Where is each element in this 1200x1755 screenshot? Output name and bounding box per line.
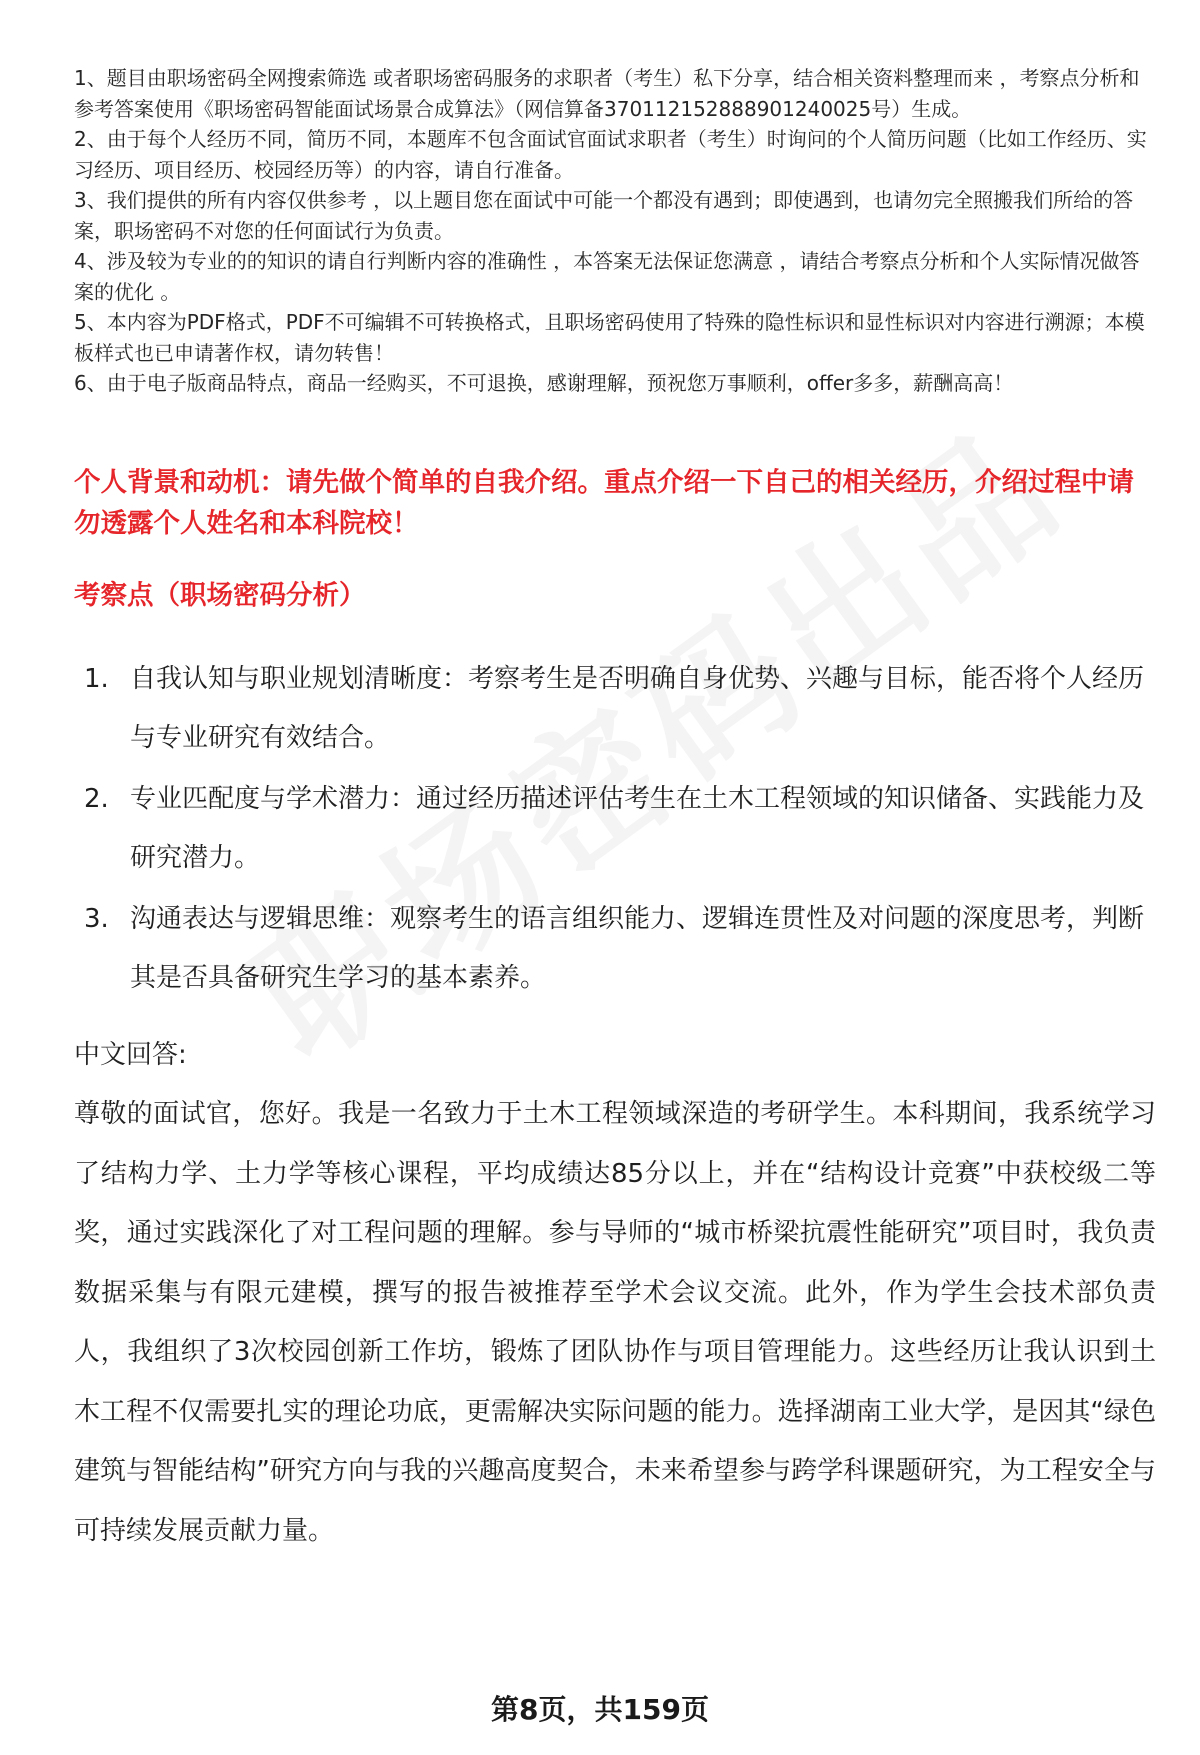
point-text: 专业匹配度与学术潜力：通过经历描述评估考生在土木工程领域的知识储备、实践能力及研究潜力。: [130, 784, 1145, 873]
analysis-points-list: [84, 650, 1156, 1010]
disclaimer-item: 6、由于电子版商品特点，商品一经购买，不可退换，感谢理解，预祝您万事顺利，offer多多，薪酬高高！: [74, 371, 1014, 395]
answer-heading: 中文回答:: [74, 1040, 187, 1070]
point-number: 1.: [84, 664, 109, 694]
disclaimer-item: 5、本内容为PDF格式，PDF不可编辑不可转换格式，且职场密码使用了特殊的隐性标识和显性标识对内容进行溯源；本模板样式也已申请著作权，请勿转售！: [74, 310, 1145, 365]
disclaimer-item: 4、涉及较为专业的的知识的请自行判断内容的准确性 ，本答案无法保证您满意 ，请结合考察点分析和个人实际情况做答案的优化 。: [74, 249, 1140, 304]
point-text: 自我认知与职业规划清晰度：考察考生是否明确自身优势、兴趣与目标，能否将个人经历与专业研究有效结合。: [130, 664, 1145, 753]
point-number: 3.: [84, 904, 109, 934]
analysis-point: [84, 650, 1156, 768]
analysis-heading: 考察点（职场密码分析）: [74, 580, 366, 611]
disclaimer-item: 3、我们提供的所有内容仅供参考 ，以上题目您在面试中可能一个都没有遇到；即使遇到，也请勿完全照搬我们所给的答案，职场密码不对您的任何面试行为负责。: [74, 188, 1134, 243]
disclaimer-item: 1、题目由职场密码全网搜索筛选 或者职场密码服务的求职者（考生）私下分享，结合相关资料整理而来 ，考察点分析和参考答案使用《职场密码智能面试场景合成算法》（网信算备370112152888901240025号）生成。: [74, 66, 1140, 121]
disclaimer-block: [74, 63, 1154, 399]
page-number: 第8页，共159页: [491, 1693, 709, 1726]
interview-question: 个人背景和动机：请先做个简单的自我介绍。重点介绍一下自己的相关经历，介绍过程中请勿透露个人姓名和本科院校！: [74, 467, 1134, 539]
analysis-point: [84, 770, 1156, 888]
point-text: 沟通表达与逻辑思维：观察考生的语言组织能力、逻辑连贯性及对问题的深度思考，判断其是否具备研究生学习的基本素养。: [130, 904, 1145, 993]
point-number: 2.: [84, 784, 109, 814]
disclaimer-item: 2、由于每个人经历不同，简历不同，本题库不包含面试官面试求职者（考生）时询问的个人简历问题（比如工作经历、实习经历、项目经历、校园经历等）的内容，请自行准备。: [74, 127, 1147, 182]
analysis-point: [84, 890, 1156, 1008]
answer-text: 尊敬的面试官，您好。我是一名致力于土木工程领域深造的考研学生。本科期间，我系统学习了结构力学、土力学等核心课程，平均成绩达85分以上，并在“结构设计竞赛”中获校级二等奖，通过实践深化了对工程问题的理解。参与导师的“城市桥梁抗震性能研究”项目时，我负责数据采集与有限元建模，撰写的报告被推荐至学术会议交流。此外，作为学生会技术部负责人，我组织了3次校园创新工作坊，锻炼了团队协作与项目管理能力。这些经历让我认识到土木工程不仅需要扎实的理论功底，更需解决实际问题的能力。选择湖南工业大学，是因其“绿色建筑与智能结构”研究方向与我的兴趣高度契合，未来希望参与跨学科课题研究，为工程安全与可持续发展贡献力量。: [74, 1099, 1156, 1546]
